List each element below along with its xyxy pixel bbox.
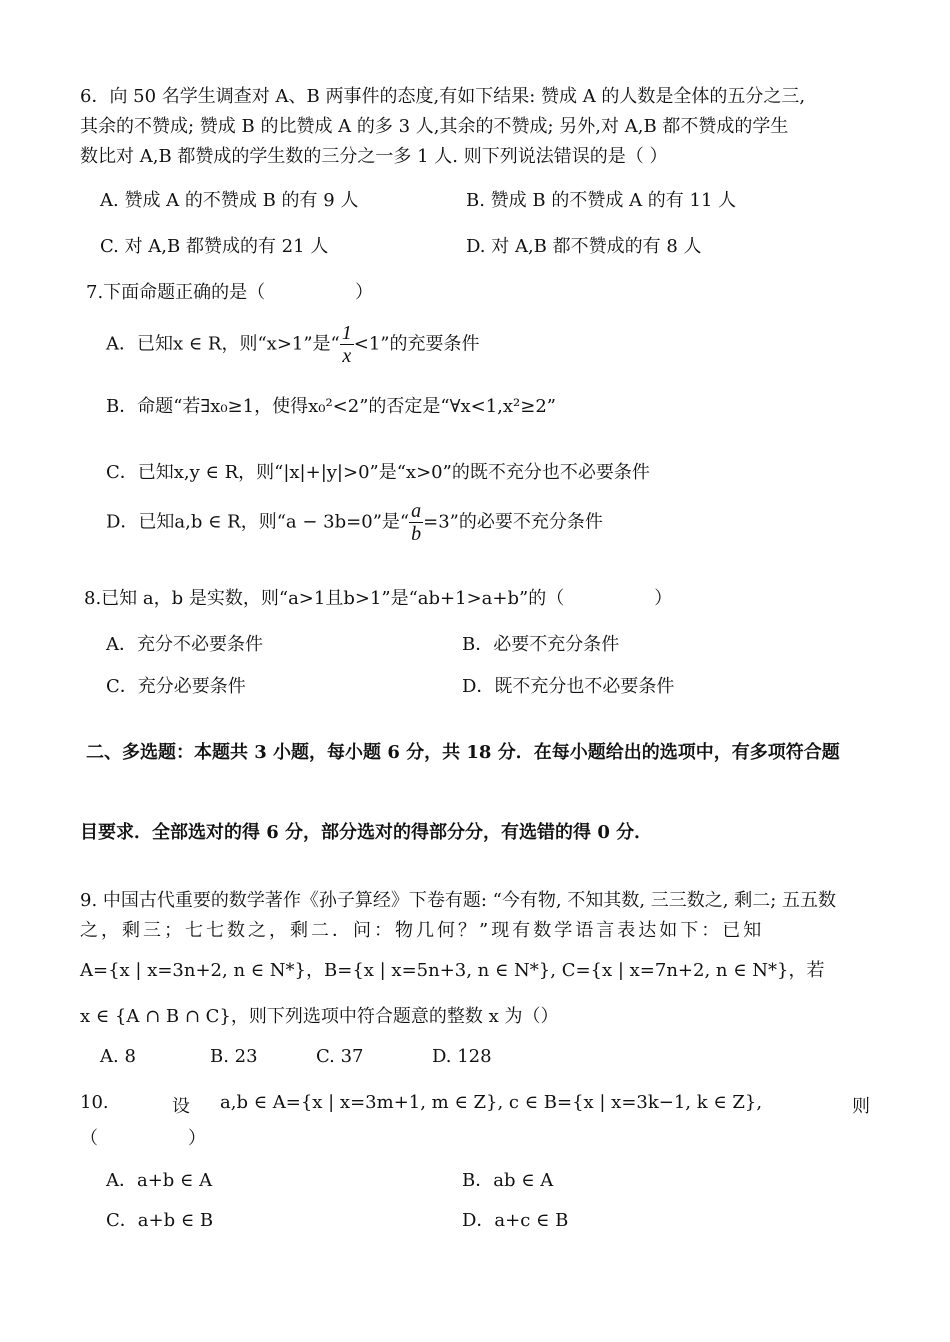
section2-heading-line-1: 二、多选题：本题共 3 小题，每小题 6 分，共 18 分．在每小题给出的选项中，有多项符合题 — [86, 742, 840, 763]
q10-option-a: A．a+b ∈ A — [106, 1170, 213, 1191]
q8-option-d: D．既不充分也不必要条件 — [462, 676, 675, 697]
q7-option-a-numerator: 1 — [341, 322, 352, 344]
section2-heading-line-2: 目要求．全部选对的得 6 分，部分选对的得部分分，有选错的得 0 分． — [80, 822, 653, 843]
q10-number: 10. — [80, 1092, 109, 1113]
q9-line-4: x ∈ {A ∩ B ∩ C}，则下列选项中符合题意的整数 x 为（） — [80, 1006, 559, 1027]
q7-option-a-post: <1”的充要条件 — [353, 333, 480, 355]
q6-line-2: 其余的不赞成; 赞成 B 的比赞成 A 的多 3 人,其余的不赞成; 另外,对 A,B 都不赞成的学生 — [80, 116, 789, 137]
q7-option-a-fraction — [340, 322, 354, 367]
q9-option-a: A. 8 — [100, 1046, 136, 1067]
q7-stem: 7.下面命题正确的是（ ） — [86, 282, 374, 303]
q10-option-d: D．a+c ∈ B — [462, 1210, 569, 1231]
q8-option-b: B．必要不充分条件 — [462, 634, 620, 655]
q10-paren: （ ） — [80, 1128, 206, 1149]
q6-line-3: 数比对 A,B 都赞成的学生数的三分之一多 1 人. 则下列说法错误的是（ ） — [80, 146, 668, 167]
q7-option-d-numerator: a — [411, 500, 422, 522]
q10-option-b: B．ab ∈ A — [462, 1170, 554, 1191]
q6-option-a: A. 赞成 A 的不赞成 B 的有 9 人 — [100, 190, 359, 211]
q6-option-d: D. 对 A,B 都不赞成的有 8 人 — [466, 236, 702, 257]
q6-line-1: 6．向 50 名学生调查对 A、B 两事件的态度,有如下结果: 赞成 A 的人数是全体的五分之三, — [80, 86, 806, 107]
q10-ze: 则 — [852, 1096, 870, 1117]
q8-stem: 8.已知 a，b 是实数，则“a>1且b>1”是“ab+1>a+b”的（ ） — [84, 588, 673, 609]
q10-option-c: C．a+b ∈ B — [106, 1210, 214, 1231]
q9-line-3: A={x | x=3n+2, n ∈ N*}，B={x | x=5n+3, n ∈ N*}, C={x | x=7n+2, n ∈ N*}，若 — [80, 960, 825, 981]
q7-option-a — [106, 322, 480, 367]
q6-option-c: C. 对 A,B 都赞成的有 21 人 — [100, 236, 329, 257]
q7-option-d-pre: D．已知a,b ∈ R，则“a − 3b=0”是“ — [106, 511, 410, 533]
q7-option-d-post: =3”的必要不充分条件 — [423, 511, 603, 533]
q7-option-c: C．已知x,y ∈ R，则“|x|+|y|>0”是“x>0”的既不充分也不必要条件 — [106, 462, 650, 483]
q6-option-b: B. 赞成 B 的不赞成 A 的有 11 人 — [466, 190, 737, 211]
q8-option-a: A．充分不必要条件 — [106, 634, 263, 655]
q9-option-b: B. 23 — [210, 1046, 258, 1067]
q7-option-d-fraction — [409, 500, 423, 545]
q7-option-d — [106, 500, 603, 545]
q10-she: 设 — [172, 1096, 190, 1117]
q9-option-d: D. 128 — [432, 1046, 492, 1067]
q10-condition: a,b ∈ A={x | x=3m+1, m ∈ Z}, c ∈ B={x | x=3k−1, k ∈ Z}, — [220, 1092, 763, 1113]
q7-option-a-denominator: x — [342, 345, 352, 367]
q9-line-2: 之，剩三；七七数之，剩二．问：物几何？”现有数学语言表达如下：已知 — [80, 920, 765, 941]
q7-option-a-pre: A．已知x ∈ R，则“x>1”是“ — [106, 333, 340, 355]
q7-option-d-denominator: b — [411, 523, 422, 545]
q7-option-b: B．命题“若∃x₀≥1，使得x₀²<2”的否定是“∀x<1,x²≥2” — [106, 396, 556, 417]
q9-option-c: C. 37 — [316, 1046, 364, 1067]
q9-line-1: 9. 中国古代重要的数学著作《孙子算经》下卷有题: “今有物, 不知其数, 三三数之, 剩二; 五五数 — [80, 890, 836, 911]
q8-option-c: C．充分必要条件 — [106, 676, 246, 697]
